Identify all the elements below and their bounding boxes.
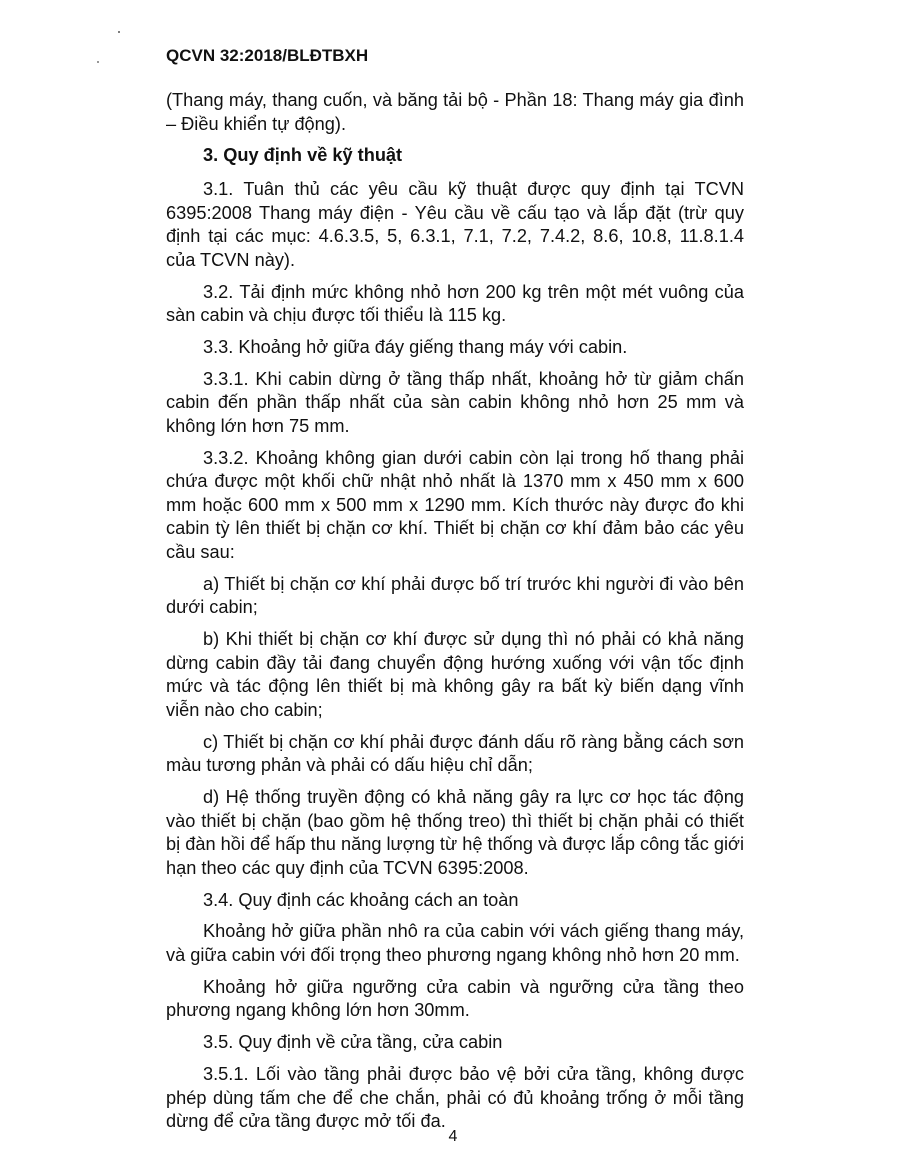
document-body	[166, 89, 744, 1142]
scan-speck	[97, 61, 99, 63]
document-header: QCVN 32:2018/BLĐTBXH	[166, 46, 369, 65]
section-heading: 3. Quy định về kỹ thuật	[203, 145, 403, 166]
paragraph-clearance-1: Khoảng hở giữa phần nhô ra của cabin với vách giếng thang máy, và giữa cabin với đối trọng theo phương ngang không nhỏ hơn 20 mm.	[166, 921, 744, 966]
paragraph-3-3-2: 3.3.2. Khoảng không gian dưới cabin còn lại trong hố thang phải chứa được một khối chữ nhật nhỏ nhất là 1370 mm x 450 mm x 600 mm hoặc 600 mm x 500 mm x 1290 mm. Kích thước này được đo khi cabin tỳ lên thiết bị chặn cơ khí. Thiết bị chặn cơ khí đảm bảo các yêu cầu sau:	[166, 447, 744, 563]
paragraph-3-2: 3.2. Tải định mức không nhỏ hơn 200 kg trên một mét vuông của sàn cabin và chịu được tối thiểu là 115 kg.	[166, 281, 744, 326]
paragraph-3-4: 3.4. Quy định các khoảng cách an toàn	[203, 889, 519, 910]
paragraph-3-5-1: 3.5.1. Lối vào tầng phải được bảo vệ bởi cửa tầng, không được phép dùng tấm che để che chắn, phải có đủ khoảng trống ở mỗi tầng dừng để cửa tầng được mở tối đa.	[166, 1064, 744, 1132]
list-item-a: a) Thiết bị chặn cơ khí phải được bố trí trước khi người đi vào bên dưới cabin;	[166, 573, 744, 618]
list-item-b: b) Khi thiết bị chặn cơ khí được sử dụng thì nó phải có khả năng dừng cabin đầy tải đang chuyển động hướng xuống với vận tốc định mức và tác động lên thiết bị mà không gây ra bất kỳ biến dạng vĩnh viễn nào cho cabin;	[166, 629, 744, 720]
scan-speck	[118, 31, 120, 33]
page-number: 4	[448, 1128, 458, 1145]
paragraph-3-5: 3.5. Quy định về cửa tầng, cửa cabin	[203, 1032, 503, 1053]
paragraph-continuation: (Thang máy, thang cuốn, và băng tải bộ - Phần 18: Thang máy gia đình – Điều khiển tự động).	[166, 90, 744, 134]
paragraph-3-1: 3.1. Tuân thủ các yêu cầu kỹ thuật được quy định tại TCVN 6395:2008 Thang máy điện - Yêu cầu về cấu tạo và lắp đặt (trừ quy định tại các mục: 4.6.3.5, 5, 6.3.1, 7.1, 7.2, 7.4.2, 8.6, 10.8, 11.8.1.4 của TCVN này).	[166, 178, 744, 270]
paragraph-3-3: 3.3. Khoảng hở giữa đáy giếng thang máy với cabin.	[203, 336, 628, 357]
paragraph-3-3-1: 3.3.1. Khi cabin dừng ở tầng thấp nhất, khoảng hở từ giảm chấn cabin đến phần thấp nhất của sàn cabin không nhỏ hơn 25 mm và không lớn hơn 75 mm.	[166, 368, 744, 436]
list-item-d: d) Hệ thống truyền động có khả năng gây ra lực cơ học tác động vào thiết bị chặn (bao gồm hệ thống treo) thì thiết bị chặn phải có thiết bị đàn hồi để hấp thu năng lượng từ hệ thống và được lắp công tắc giới hạn theo các quy định của TCVN 6395:2008.	[166, 787, 744, 878]
list-item-c: c) Thiết bị chặn cơ khí phải được đánh dấu rõ ràng bằng cách sơn màu tương phản và phải có dấu hiệu chỉ dẫn;	[166, 731, 744, 776]
paragraph-clearance-2: Khoảng hở giữa ngưỡng cửa cabin và ngưỡng cửa tầng theo phương ngang không lớn hơn 30mm.	[166, 976, 744, 1021]
